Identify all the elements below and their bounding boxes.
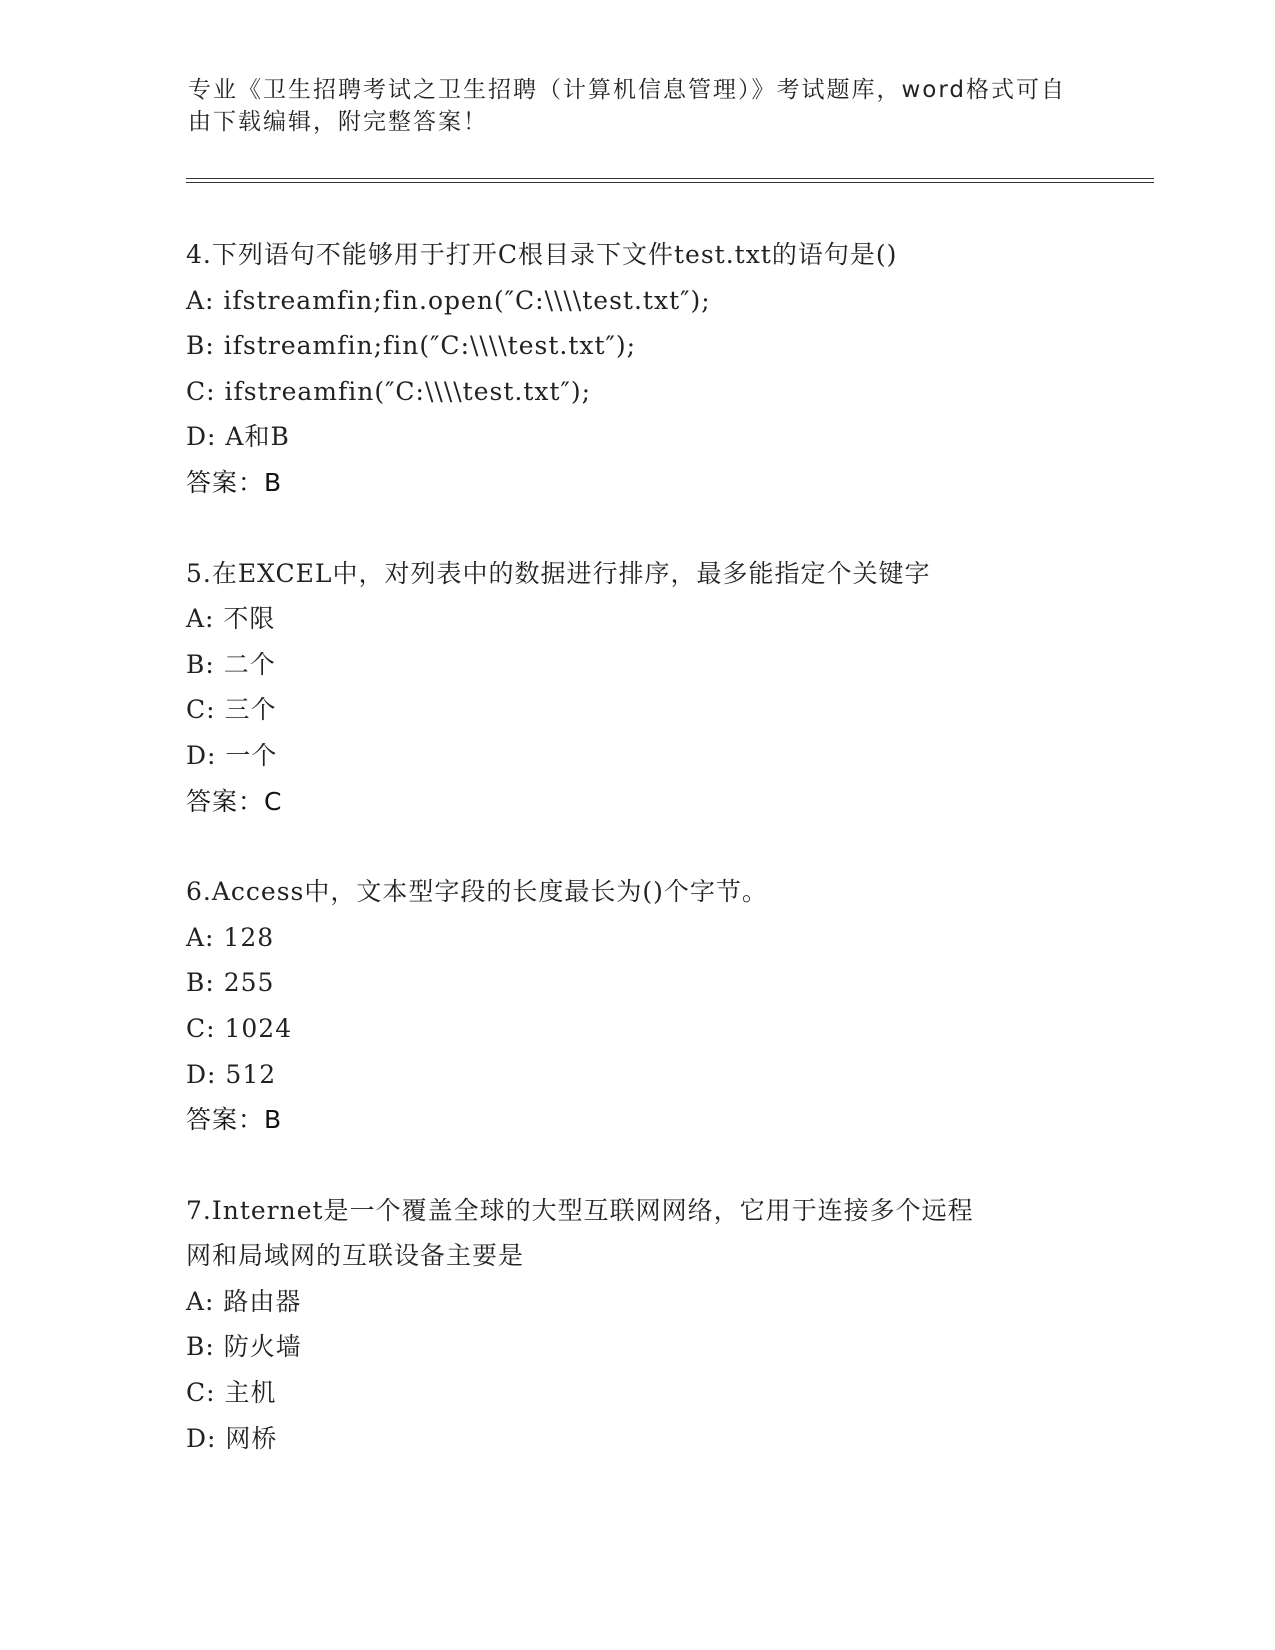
header-text: 专业《卫生招聘考试之卫生招聘（计算机信息管理）》考试题库，word格式可自由下载编辑，附完整答案！	[188, 77, 1067, 135]
question-4	[186, 232, 1086, 506]
answer-line: 答案：C	[186, 786, 283, 816]
option-a: A: 路由器	[186, 1286, 302, 1316]
option-d: D: A和B	[186, 422, 290, 452]
option-c: C: ifstreamfin(″C:\\\\test.txt″);	[186, 376, 592, 406]
document-header	[188, 74, 1068, 138]
question-stem-line-1: 7.Internet是一个覆盖全球的大型互联网网络，它用于连接多个远程	[186, 1195, 974, 1225]
option-b: B: ifstreamfin;fin(″C:\\\\test.txt″);	[186, 331, 637, 361]
option-d: D: 网桥	[186, 1423, 278, 1453]
question-stem-line-2: 网和局域网的互联设备主要是	[186, 1241, 525, 1271]
option-b: B: 二个	[186, 649, 276, 679]
question-stem: 6.Access中，文本型字段的长度最长为()个字节。	[186, 877, 768, 907]
question-5	[186, 551, 1086, 825]
option-a: A: ifstreamfin;fin.open(″C:\\\\test.txt″);	[186, 285, 711, 315]
option-b: B: 防火墙	[186, 1332, 302, 1362]
option-c: C: 主机	[186, 1378, 277, 1408]
answer-line: 答案：B	[186, 1105, 283, 1135]
option-a: A: 不限	[186, 604, 276, 634]
question-6	[186, 869, 1086, 1143]
option-b: B: 255	[186, 968, 275, 998]
header-divider	[186, 178, 1154, 183]
answer-line: 答案：B	[186, 467, 283, 497]
option-c: C: 1024	[186, 1013, 293, 1043]
question-7	[186, 1188, 1086, 1462]
question-list	[186, 232, 1086, 1506]
option-d: D: 一个	[186, 740, 278, 770]
option-a: A: 128	[186, 922, 275, 952]
question-stem: 5.在EXCEL中，对列表中的数据进行排序，最多能指定个关键字	[186, 558, 931, 588]
option-d: D: 512	[186, 1059, 277, 1089]
option-c: C: 三个	[186, 695, 277, 725]
question-stem: 4.下列语句不能够用于打开C根目录下文件test.txt的语句是()	[186, 240, 898, 269]
